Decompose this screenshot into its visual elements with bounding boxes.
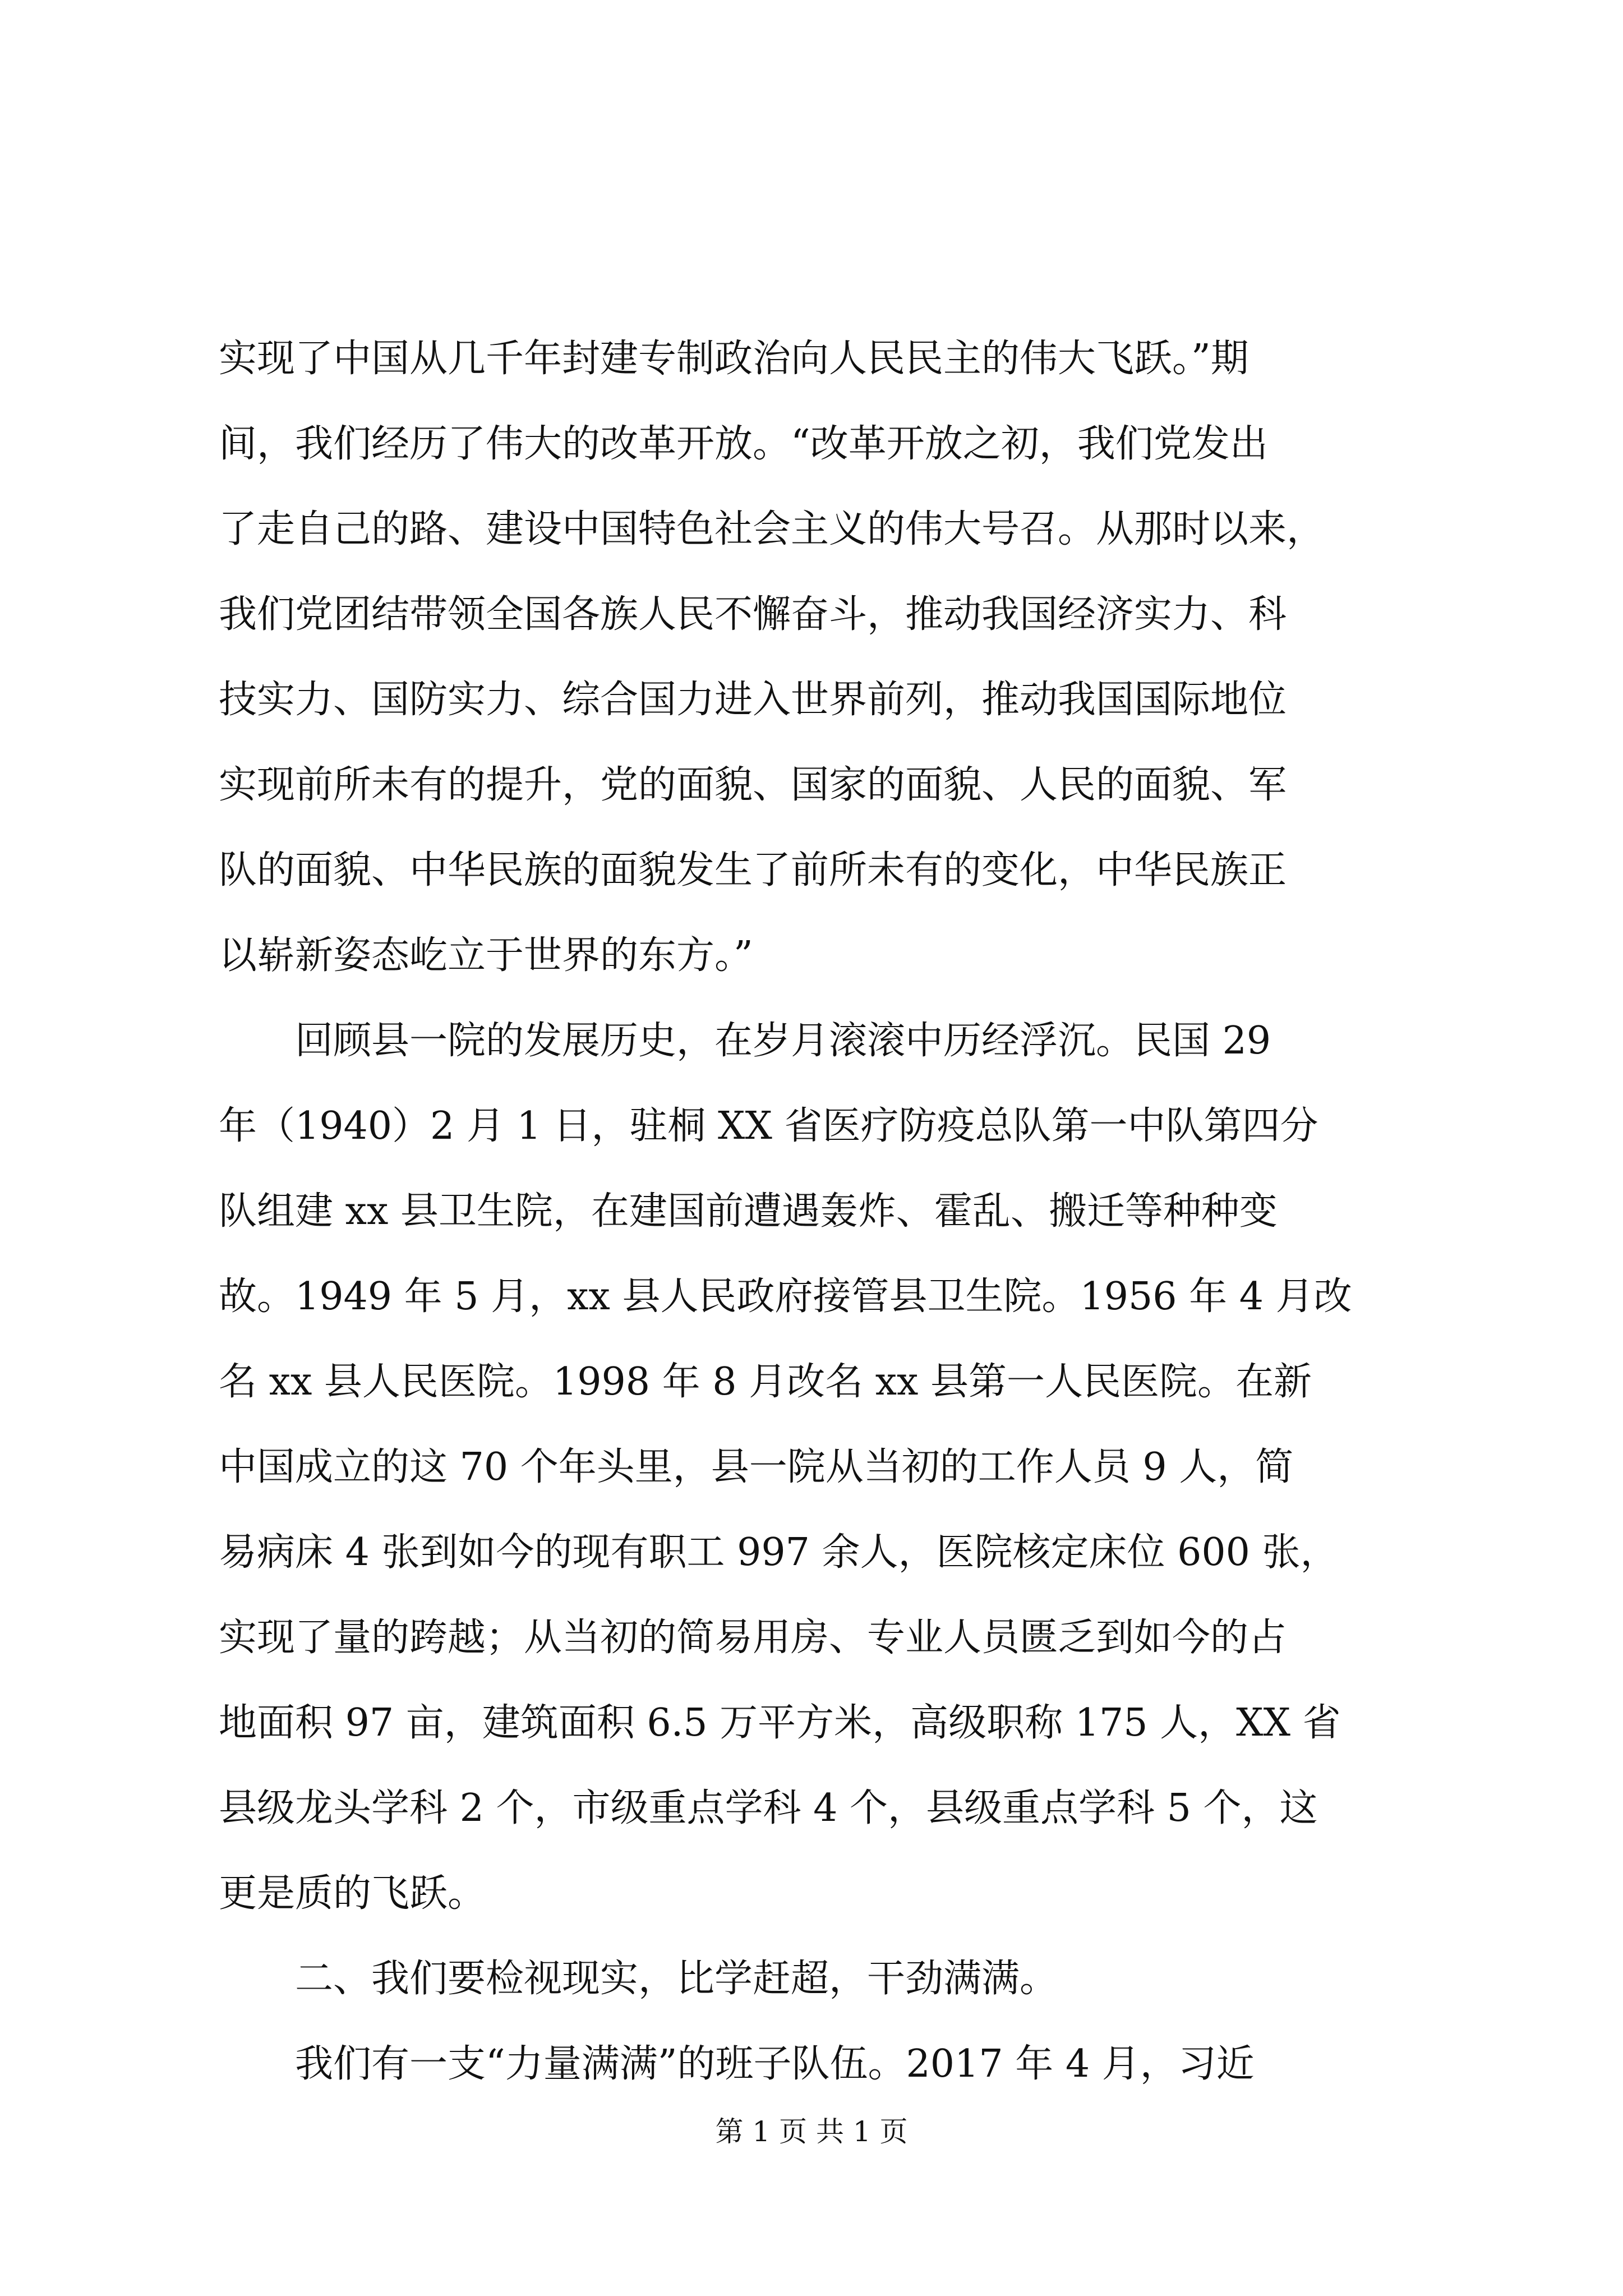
text-line: 年（1940）2 月 1 日，驻桐 XX 省医疗防疫总队第一中队第四分 (219, 1104, 1318, 1148)
text-line: 易病床 4 张到如今的现有职工 997 余人，医院核定床位 600 张， (219, 1530, 1339, 1575)
text-line: 队组建 xx 县卫生院，在建国前遭遇轰炸、霍乱、搬迁等种种变 (219, 1189, 1278, 1234)
text-line: 回顾县一院的发展历史，在岁月滚滚中历经浮沉。民国 29 (219, 1019, 1271, 1063)
text-line: 更是质的飞跃。 (219, 1871, 486, 1916)
text-line: 县级龙头学科 2 个，市级重点学科 4 个，县级重点学科 5 个，这 (219, 1786, 1318, 1830)
text-line: 间，我们经历了伟大的改革开放。“改革开放之初，我们党发出 (219, 422, 1268, 466)
text-line: 以崭新姿态屹立于世界的东方。” (219, 933, 753, 978)
text-line: 实现前所未有的提升，党的面貌、国家的面貌、人民的面貌、军 (219, 763, 1287, 807)
text-line: 了走自己的路、建设中国特色社会主义的伟大号召。从那时以来， (219, 507, 1325, 551)
text-line: 实现了中国从几千年封建专制政治向人民民主的伟大飞跃。”期 (219, 337, 1249, 381)
text-line: 名 xx 县人民医院。1998 年 8 月改名 xx 县第一人民医院。在新 (219, 1360, 1312, 1404)
text-line: 地面积 97 亩，建筑面积 6.5 万平方米，高级职称 175 人，XX 省 (219, 1701, 1341, 1745)
text-line: 故。1949 年 5 月，xx 县人民政府接管县卫生院。1956 年 4 月改 (219, 1274, 1352, 1319)
text-line: 实现了量的跨越；从当初的简易用房、专业人员匮乏到如今的占 (219, 1616, 1287, 1660)
text-line: 我们党团结带领全国各族人民不懈奋斗，推动我国经济实力、科 (219, 592, 1287, 637)
text-line: 中国成立的这 70 个年头里，县一院从当初的工作人员 9 人，简 (219, 1445, 1294, 1489)
page-number-footer: 第 1 页 共 1 页 (715, 2115, 908, 2148)
section-heading: 二、我们要检视现实，比学赶超，干劲满满。 (219, 1957, 1058, 2001)
text-line: 技实力、国防实力、综合国力进入世界前列，推动我国国际地位 (219, 678, 1287, 722)
text-line: 我们有一支“力量满满”的班子队伍。2017 年 4 月，习近 (219, 2042, 1255, 2086)
text-line: 队的面貌、中华民族的面貌发生了前所未有的变化，中华民族正 (219, 848, 1287, 892)
